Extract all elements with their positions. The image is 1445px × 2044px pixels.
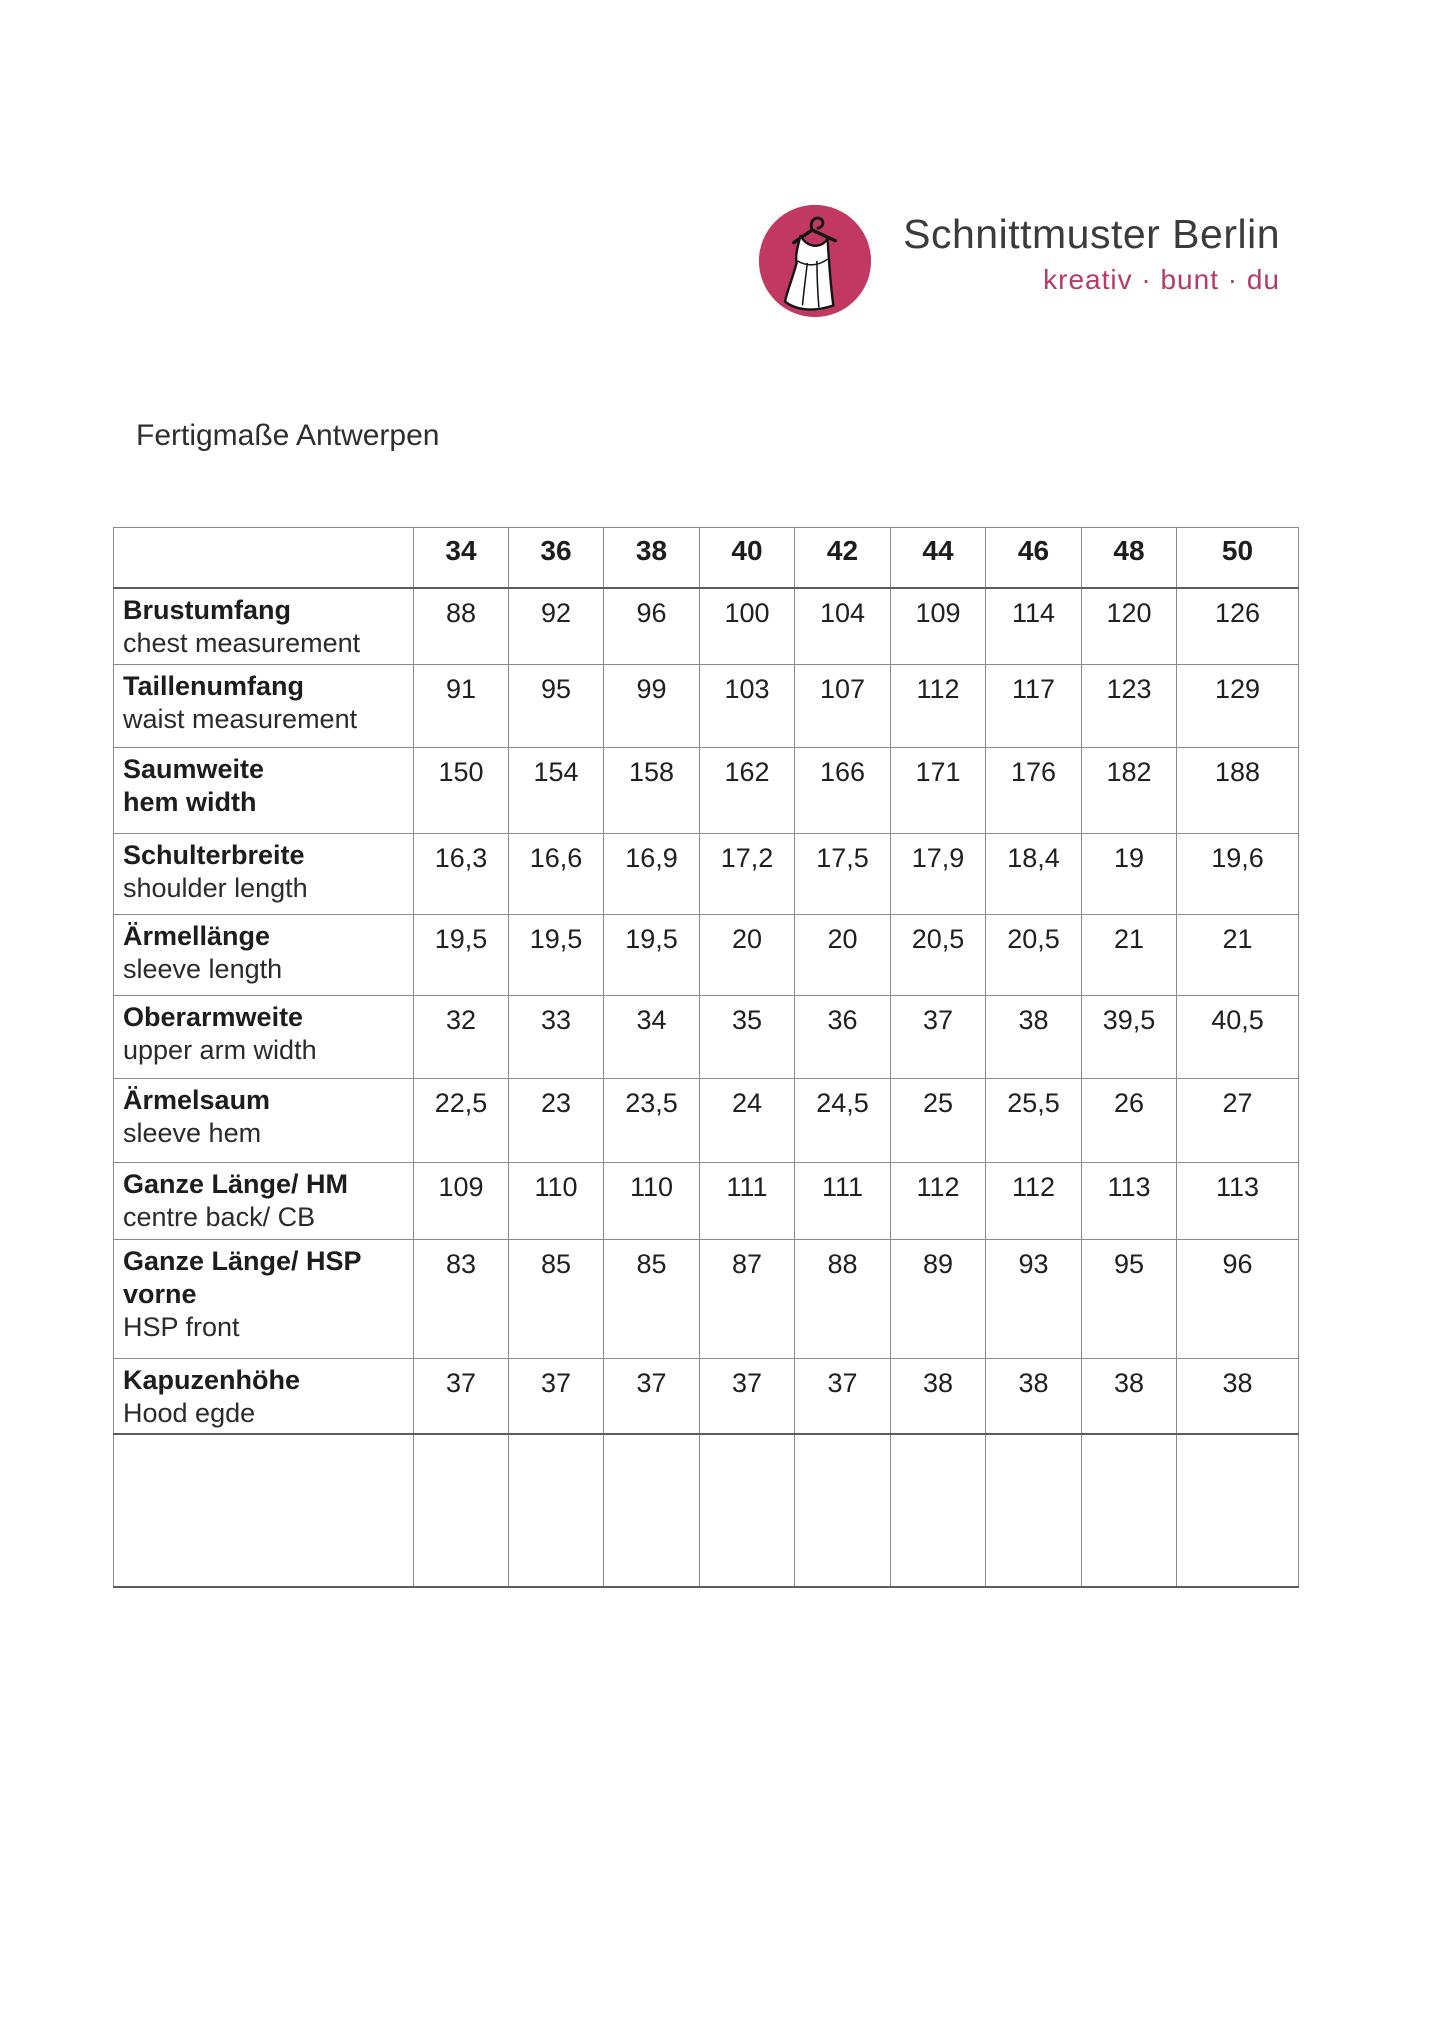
size-value-cell: 123: [1082, 665, 1177, 748]
measurement-label-cell: [114, 588, 414, 665]
dress-on-hanger-icon: [757, 203, 873, 319]
size-value-cell: 38: [986, 1359, 1082, 1434]
size-value-cell: 112: [891, 1163, 986, 1240]
size-value-cell: 87: [700, 1240, 795, 1359]
table-row: [114, 1359, 1299, 1434]
measurement-label-cell: [114, 915, 414, 996]
size-value-cell: 112: [986, 1163, 1082, 1240]
size-value-cell: 126: [1177, 588, 1299, 665]
size-value-cell: [891, 1434, 986, 1587]
size-value-cell: 16,9: [604, 834, 700, 915]
size-value-cell: 113: [1177, 1163, 1299, 1240]
measurement-label-cell: [114, 1079, 414, 1163]
measurement-label-cell: [114, 1434, 414, 1587]
size-value-cell: 150: [414, 748, 509, 834]
size-value-cell: 88: [414, 588, 509, 665]
size-value-cell: 188: [1177, 748, 1299, 834]
size-value-cell: 39,5: [1082, 996, 1177, 1079]
measurement-label-cell: [114, 996, 414, 1079]
measurement-label-de: Ganze Länge/ HM: [123, 1169, 349, 1199]
size-value-cell: 17,2: [700, 834, 795, 915]
size-value-cell: 23,5: [604, 1079, 700, 1163]
measurement-label-de: Ärmellänge: [123, 921, 271, 951]
size-value-cell: 110: [509, 1163, 604, 1240]
measurement-label-cell: [114, 748, 414, 834]
size-value-cell: 85: [604, 1240, 700, 1359]
size-value-cell: 112: [891, 665, 986, 748]
size-value-cell: 114: [986, 588, 1082, 665]
size-value-cell: 110: [604, 1163, 700, 1240]
size-value-cell: [1177, 1434, 1299, 1587]
size-header-cell: 38: [604, 528, 700, 588]
table-row: [114, 665, 1299, 748]
measurement-label-de: Ganze Länge/ HSP: [123, 1246, 362, 1276]
size-value-cell: 19,5: [414, 915, 509, 996]
document-title: Fertigmaße Antwerpen: [136, 419, 440, 452]
measurement-label-en: sleeve hem: [123, 1118, 262, 1148]
measurement-label-en: HSP front: [123, 1312, 240, 1342]
measurement-label-en: Hood egde: [123, 1398, 256, 1428]
size-value-cell: 23: [509, 1079, 604, 1163]
size-header-cell: 36: [509, 528, 604, 588]
size-value-cell: 26: [1082, 1079, 1177, 1163]
size-value-cell: 22,5: [414, 1079, 509, 1163]
brand-tagline: kreativ · bunt · du: [1043, 264, 1280, 296]
size-value-cell: 111: [700, 1163, 795, 1240]
measurement-label-cell: [114, 665, 414, 748]
size-value-cell: 21: [1177, 915, 1299, 996]
size-value-cell: 38: [1177, 1359, 1299, 1434]
size-value-cell: 37: [414, 1359, 509, 1434]
size-value-cell: 19: [1082, 834, 1177, 915]
size-value-cell: 83: [414, 1240, 509, 1359]
brand-name: Schnittmuster Berlin: [903, 211, 1280, 257]
size-value-cell: 38: [891, 1359, 986, 1434]
size-value-cell: 107: [795, 665, 891, 748]
corner-cell: [114, 528, 414, 588]
size-value-cell: [1082, 1434, 1177, 1587]
size-value-cell: 85: [509, 1240, 604, 1359]
size-value-cell: 96: [1177, 1240, 1299, 1359]
size-value-cell: 17,5: [795, 834, 891, 915]
measurement-label-en: sleeve length: [123, 954, 283, 984]
size-value-cell: [700, 1434, 795, 1587]
measurement-label-en: waist measurement: [123, 704, 358, 734]
table-row: [114, 588, 1299, 665]
size-value-cell: 35: [700, 996, 795, 1079]
size-value-cell: 16,6: [509, 834, 604, 915]
size-header-cell: 42: [795, 528, 891, 588]
size-value-cell: 37: [891, 996, 986, 1079]
size-value-cell: 93: [986, 1240, 1082, 1359]
size-value-cell: 32: [414, 996, 509, 1079]
measurement-label-de: Brustumfang: [123, 594, 291, 625]
size-value-cell: 38: [986, 996, 1082, 1079]
size-value-cell: 18,4: [986, 834, 1082, 915]
size-value-cell: 162: [700, 748, 795, 834]
table-row: [114, 1079, 1299, 1163]
size-value-cell: 171: [891, 748, 986, 834]
size-value-cell: 182: [1082, 748, 1177, 834]
size-value-cell: 111: [795, 1163, 891, 1240]
size-value-cell: 89: [891, 1240, 986, 1359]
size-value-cell: [795, 1434, 891, 1587]
size-value-cell: 19,6: [1177, 834, 1299, 915]
size-value-cell: 20,5: [986, 915, 1082, 996]
size-value-cell: 17,9: [891, 834, 986, 915]
size-header-cell: 50: [1177, 528, 1299, 588]
size-value-cell: [509, 1434, 604, 1587]
size-value-cell: 96: [604, 588, 700, 665]
size-value-cell: 37: [795, 1359, 891, 1434]
size-value-cell: 20: [700, 915, 795, 996]
size-header-row: [114, 528, 1299, 588]
size-value-cell: 25,5: [986, 1079, 1082, 1163]
size-value-cell: 113: [1082, 1163, 1177, 1240]
table-row-empty: [114, 1434, 1299, 1587]
measurement-label-de: Ärmelsaum: [123, 1085, 271, 1115]
size-value-cell: [414, 1434, 509, 1587]
size-value-cell: 99: [604, 665, 700, 748]
measurement-label-de: Taillenumfang: [123, 671, 305, 701]
measurement-label-cell: [114, 1240, 414, 1359]
size-value-cell: [604, 1434, 700, 1587]
size-value-cell: 95: [1082, 1240, 1177, 1359]
size-header-cell: 48: [1082, 528, 1177, 588]
measurement-label-en: upper arm width: [123, 1035, 317, 1065]
size-header-cell: 44: [891, 528, 986, 588]
size-value-cell: 109: [891, 588, 986, 665]
size-value-cell: 117: [986, 665, 1082, 748]
size-table-container: [113, 527, 1299, 1588]
size-value-cell: 25: [891, 1079, 986, 1163]
size-value-cell: 95: [509, 665, 604, 748]
table-row: [114, 834, 1299, 915]
size-value-cell: 34: [604, 996, 700, 1079]
measurement-label-de: Kapuzenhöhe: [123, 1365, 301, 1395]
size-value-cell: 40,5: [1177, 996, 1299, 1079]
size-value-cell: 176: [986, 748, 1082, 834]
size-value-cell: 109: [414, 1163, 509, 1240]
measurement-label-en: shoulder length: [123, 873, 308, 903]
size-value-cell: 37: [700, 1359, 795, 1434]
size-value-cell: 33: [509, 996, 604, 1079]
size-value-cell: 120: [1082, 588, 1177, 665]
size-value-cell: 129: [1177, 665, 1299, 748]
size-value-cell: 158: [604, 748, 700, 834]
size-value-cell: 20,5: [891, 915, 986, 996]
measurement-label-de: Oberarmweite: [123, 1002, 304, 1032]
measurement-label-cell: [114, 1359, 414, 1434]
logo: [757, 203, 1297, 323]
size-value-cell: 92: [509, 588, 604, 665]
size-value-cell: 20: [795, 915, 891, 996]
size-value-cell: 27: [1177, 1079, 1299, 1163]
table-row: [114, 915, 1299, 996]
size-header-cell: 46: [986, 528, 1082, 588]
size-value-cell: 16,3: [414, 834, 509, 915]
size-value-cell: 38: [1082, 1359, 1177, 1434]
measurement-label-en: hem width: [123, 787, 257, 817]
size-value-cell: 166: [795, 748, 891, 834]
size-value-cell: 154: [509, 748, 604, 834]
measurement-label-de: Schulterbreite: [123, 840, 305, 870]
size-header-cell: 34: [414, 528, 509, 588]
size-table: [113, 527, 1299, 1588]
size-header-cell: 40: [700, 528, 795, 588]
table-row: [114, 748, 1299, 834]
size-value-cell: 36: [795, 996, 891, 1079]
size-value-cell: 24,5: [795, 1079, 891, 1163]
size-value-cell: 104: [795, 588, 891, 665]
size-value-cell: 19,5: [604, 915, 700, 996]
size-value-cell: 88: [795, 1240, 891, 1359]
size-value-cell: 91: [414, 665, 509, 748]
size-value-cell: 103: [700, 665, 795, 748]
measurement-label-de-line2: vorne: [123, 1279, 197, 1309]
measurement-label-cell: [114, 1163, 414, 1240]
size-value-cell: 24: [700, 1079, 795, 1163]
measurement-label-de: Saumweite: [123, 754, 265, 784]
table-row: [114, 1163, 1299, 1240]
table-row: [114, 1240, 1299, 1359]
size-value-cell: 21: [1082, 915, 1177, 996]
size-value-cell: [986, 1434, 1082, 1587]
measurement-label-en: centre back/ CB: [123, 1202, 316, 1232]
size-value-cell: 100: [700, 588, 795, 665]
size-value-cell: 19,5: [509, 915, 604, 996]
measurement-label-cell: [114, 834, 414, 915]
table-row: [114, 996, 1299, 1079]
size-value-cell: 37: [509, 1359, 604, 1434]
size-value-cell: 37: [604, 1359, 700, 1434]
measurement-label-en: chest measurement: [123, 627, 361, 658]
